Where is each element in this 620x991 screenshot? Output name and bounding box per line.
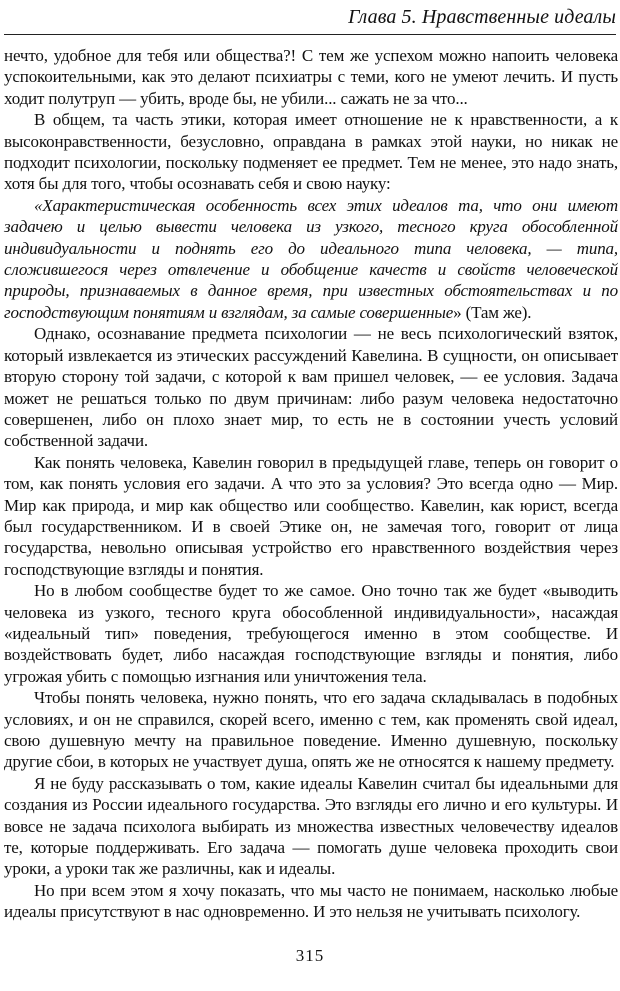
paragraph-2: В общем, та часть этики, которая имеет отношение не к нравственности, а к высоконравственности, безусловно, оправдана в рамках этой науки, но никак не подходит психологии, поскольку подменяет ее предмет. Тем не менее, это надо знать, хотя бы для того, чтобы осознавать себя и свою науку: (4, 110, 618, 194)
paragraph-1: нечто, удобное для тебя или общества?! С тем же успехом можно напоить человека успокоительными, как это делают психиатры с теми, кого не умеют лечить. И пусть ходит полутруп — убить, вроде бы, не убили... сажать не за что... (4, 46, 618, 108)
paragraph-5: Как понять человека, Кавелин говорил в предыдущей главе, теперь он говорит о том, как понять условия его задачи. А что это за условия? Это всегда одно — Мир. Мир как природа, и мир как общество или сообщество. Кавелин, как юрист, всегда был государственником. И в своей Этике он, не замечая того, говорит от лица государства, невольно описывая устройство его нравственного воздействия через господствующие взгляды и понятия. (4, 452, 618, 579)
paragraph-9: Но при всем этом я хочу показать, что мы часто не понимаем, насколько любые идеалы присутствуют в нас одновременно. И это нельзя не учитывать психологу. (4, 880, 618, 922)
paragraph-4: Однако, осознавание предмета психологии — не весь психологический взяток, который извлекается из этических рассуждений Кавелина. В сущности, он описывает вторую сторону той задачи, с которой к вам пришел человек, — ее условия. Задача может не решаться только по двум причинам: либо разум человека недостаточно совершенен, либо он плохо знает мир, то есть не в состоянии учесть условий собственной задачи. (4, 324, 618, 451)
quote-citation: » (Там же). (453, 302, 532, 322)
paragraph-8: Я не буду рассказывать о том, какие идеалы Кавелин считал бы идеальными для создания из России идеального государства. Это взгляды его лично и его культуры. И вовсе не задача психолога выбирать из множества известных человечеству идеалов те, которые поддерживать. Его задача — помогать душе человека проходить свои уроки, а уроки так же различны, как и идеалы. (4, 773, 618, 879)
running-header: Глава 5. Нравственные идеалы (4, 4, 616, 35)
page-body (4, 45, 618, 923)
paragraph-6: Но в любом сообществе будет то же самое. Оно точно так же будет «выводить человека из узкого, тесного круга обособленной индивидуальности», насаждая «идеальный тип» поведения, требующегося именно в этом сообществе. И воздействовать будет, либо насаждая господствующие взгляды и понятия, либо угрожая убить с помощью изгнания или уничтожения тела. (4, 581, 618, 686)
quote-italic-text: «Характеристическая особенность всех этих идеалов та, что они имеют задачею и целью вывести человека из узкого, тесного круга обособленной индивидуальности и поднять его до идеального типа человека, — типа, сложившегося через отвлечение и обобщение качеств и свойств человеческой природы, признаваемых в данное время, при известных обстоятельствах и по господствующим понятиям и взглядам, за самые совершенные (4, 195, 618, 322)
paragraph-7: Чтобы понять человека, нужно понять, что его задача складывалась в подобных условиях, и он не справился, скорей всего, именно с тем, как променять свой идеал, свою душевную мечту на правильное поведение. Именно душевную, поскольку другие сбои, в которых не участвует душа, опять же не относятся к нашему предмету. (4, 688, 618, 772)
quote-paragraph (4, 195, 618, 323)
page-number: 315 (295, 946, 325, 965)
